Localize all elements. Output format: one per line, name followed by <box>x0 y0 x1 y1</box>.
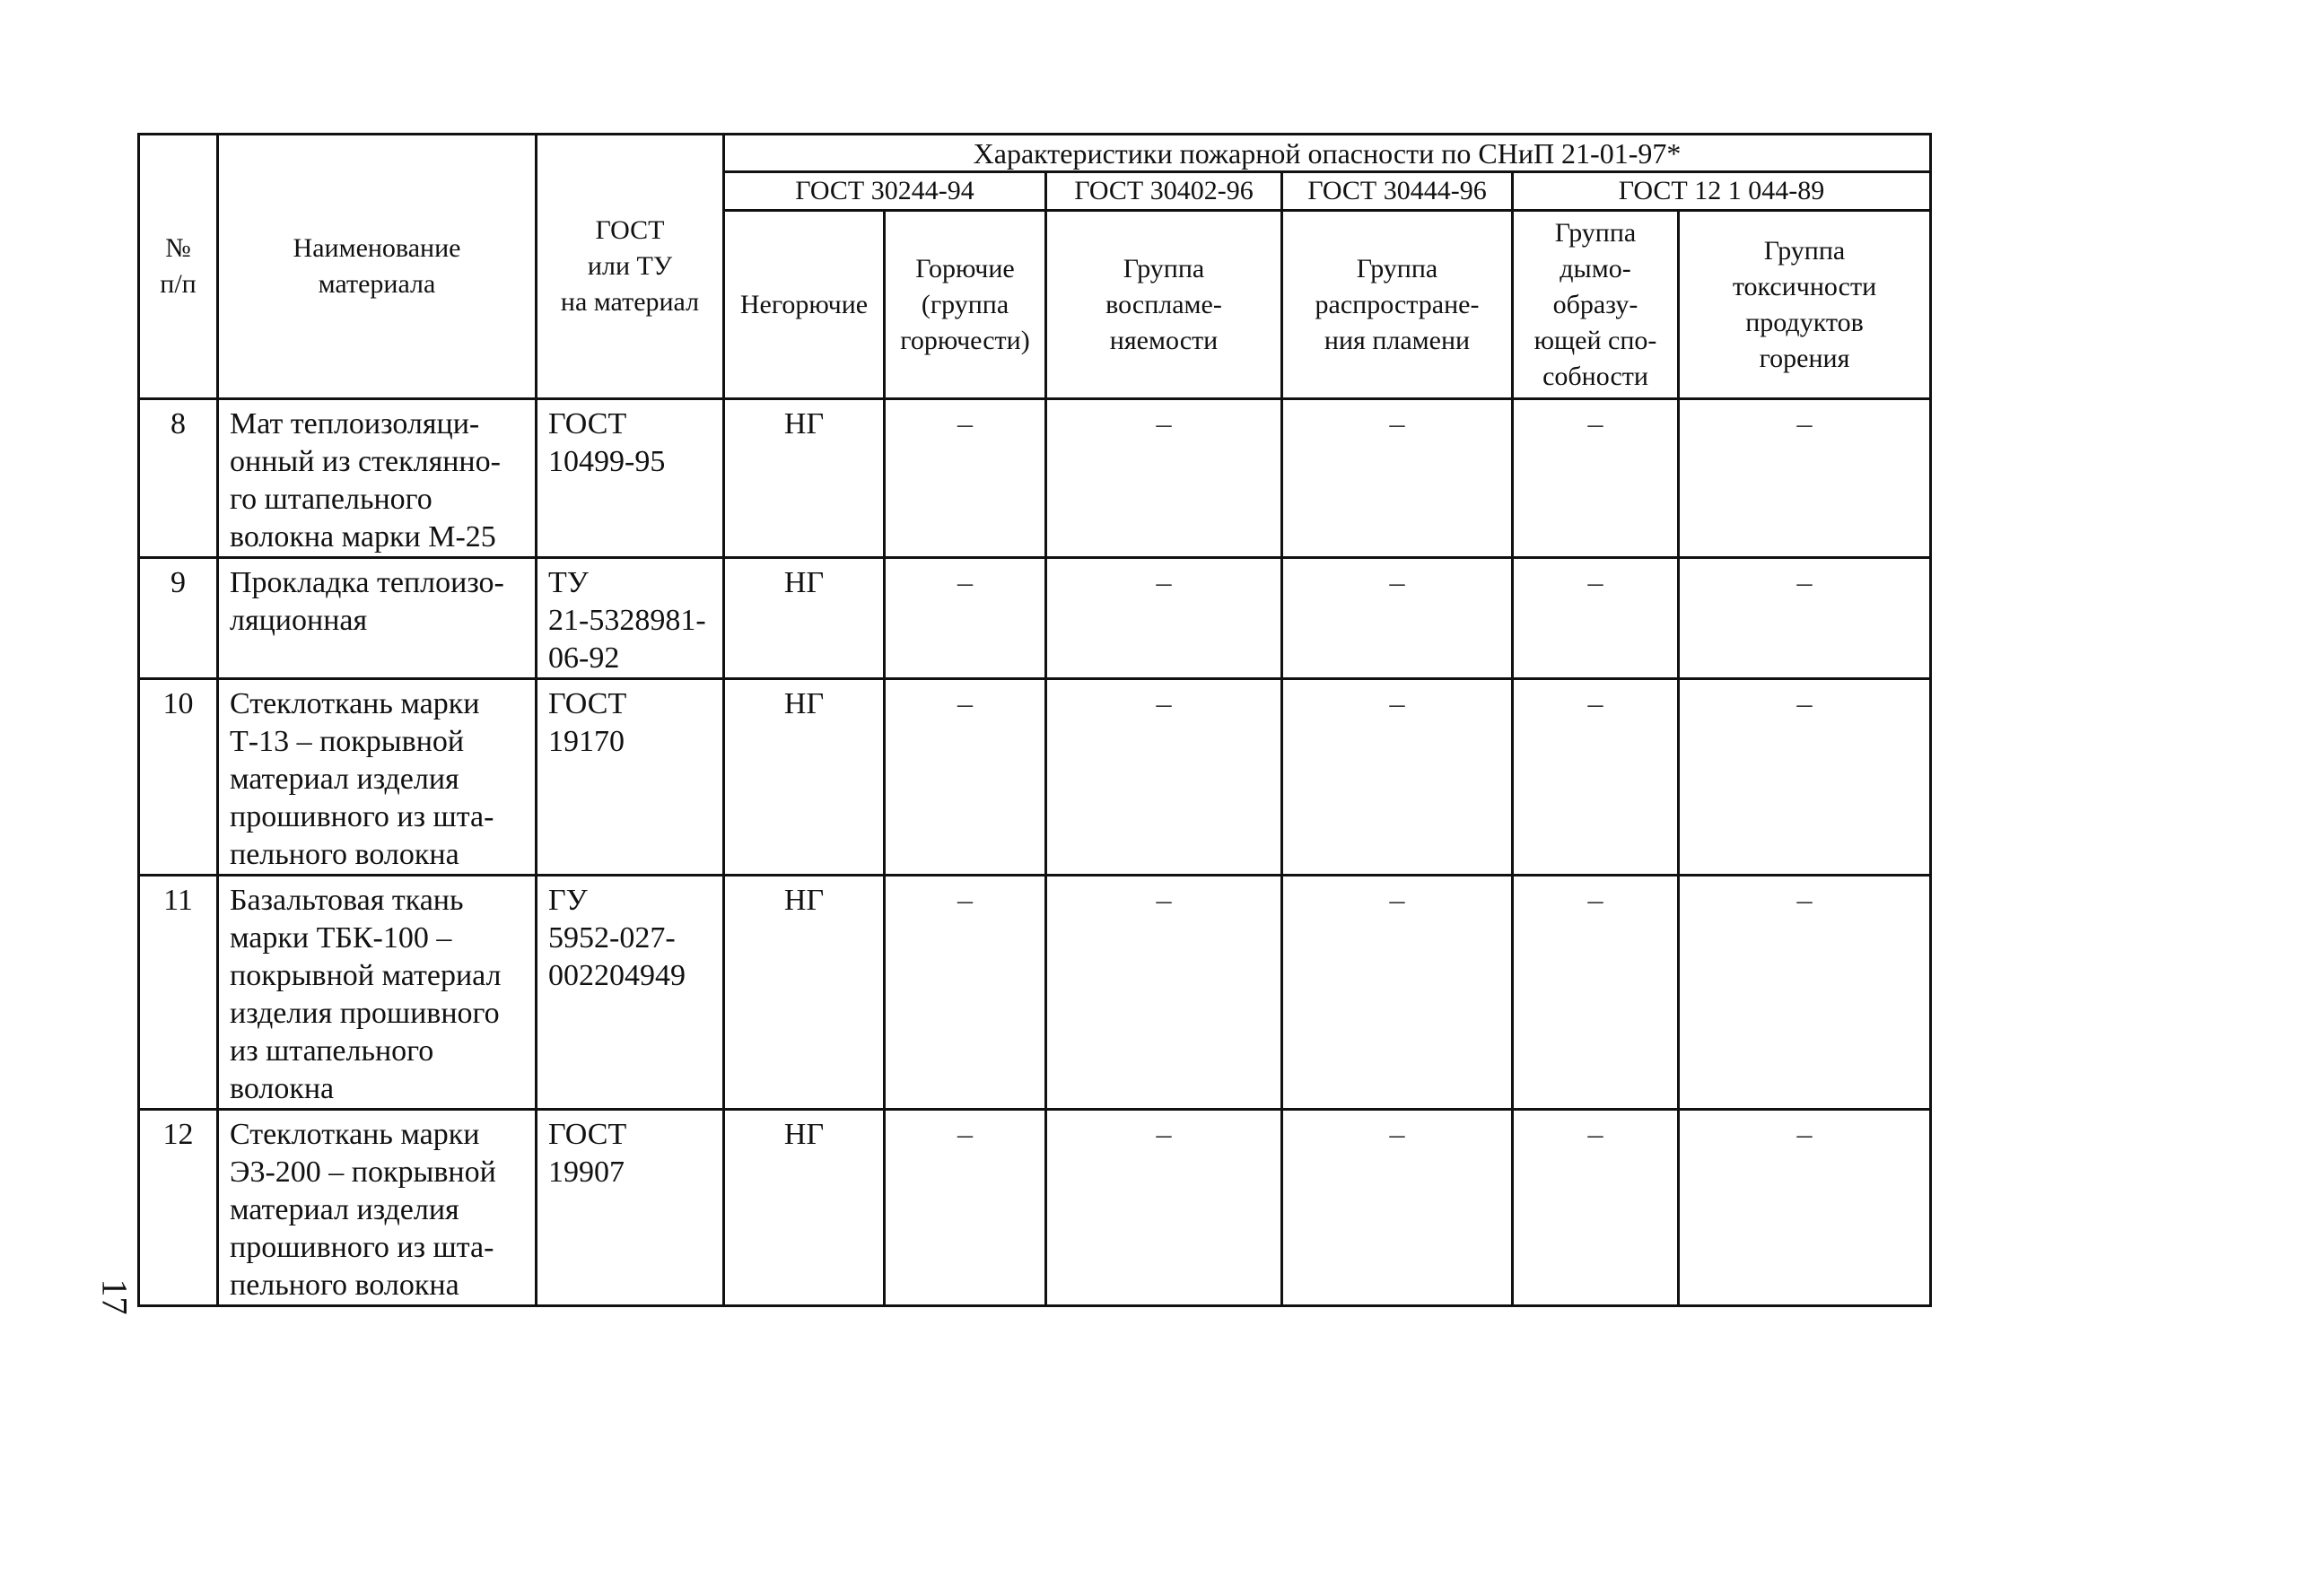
material-gost: ГУ 5952-027- 002204949 <box>537 876 724 1110</box>
row-number: 12 <box>139 1110 218 1306</box>
toxicity-value: – <box>1679 1110 1931 1306</box>
smoke-value: – <box>1513 1110 1679 1306</box>
header-ignitability: Группа воспламе- няемости <box>1046 211 1282 399</box>
header-std-12-1-044: ГОСТ 12 1 044-89 <box>1513 172 1931 211</box>
row-number: 11 <box>139 876 218 1110</box>
flame-spread-value: – <box>1282 876 1513 1110</box>
header-noncombustible: Негорючие <box>724 211 885 399</box>
noncombustible-value: НГ <box>724 876 885 1110</box>
table-row <box>139 1110 1931 1306</box>
flame-spread-value: – <box>1282 679 1513 876</box>
header-smoke-generation: Группа дымо- образу- ющей спо- собности <box>1513 211 1679 399</box>
combustible-value: – <box>885 399 1046 558</box>
smoke-value: – <box>1513 558 1679 679</box>
noncombustible-value: НГ <box>724 679 885 876</box>
toxicity-value: – <box>1679 876 1931 1110</box>
row-number: 8 <box>139 399 218 558</box>
toxicity-value: – <box>1679 558 1931 679</box>
header-std-30244: ГОСТ 30244-94 <box>724 172 1046 211</box>
fire-hazard-table <box>137 133 1932 1307</box>
header-combustible: Горючие (группа горючести) <box>885 211 1046 399</box>
noncombustible-value: НГ <box>724 399 885 558</box>
combustible-value: – <box>885 558 1046 679</box>
row-number: 9 <box>139 558 218 679</box>
material-name: Прокладка теплоизо- ляционная <box>218 558 537 679</box>
table-row <box>139 558 1931 679</box>
header-fire-hazard-characteristics: Характеристики пожарной опасности по СНиП 21-01-97* <box>724 135 1931 172</box>
material-name: Стеклоткань марки Э3-200 – покрывной материал изделия прошивного из шта- пельного волокна <box>218 1110 537 1306</box>
smoke-value: – <box>1513 876 1679 1110</box>
flame-spread-value: – <box>1282 558 1513 679</box>
header-toxicity: Группа токсичности продуктов горения <box>1679 211 1931 399</box>
header-std-30444: ГОСТ 30444-96 <box>1282 172 1513 211</box>
material-name: Стеклоткань марки Т-13 – покрывной материал изделия прошивного из шта- пельного волокна <box>218 679 537 876</box>
material-gost: ТУ 21-5328981- 06-92 <box>537 558 724 679</box>
ignitability-value: – <box>1046 399 1282 558</box>
row-number: 10 <box>139 679 218 876</box>
material-gost: ГОСТ 19170 <box>537 679 724 876</box>
material-name: Базальтовая ткань марки ТБК-100 – покрывной материал изделия прошивного из штапельного волокна <box>218 876 537 1110</box>
header-material-name: Наименование материала <box>218 135 537 399</box>
material-gost: ГОСТ 19907 <box>537 1110 724 1306</box>
ignitability-value: – <box>1046 876 1282 1110</box>
flame-spread-value: – <box>1282 1110 1513 1306</box>
ignitability-value: – <box>1046 679 1282 876</box>
ignitability-value: – <box>1046 558 1282 679</box>
combustible-value: – <box>885 876 1046 1110</box>
flame-spread-value: – <box>1282 399 1513 558</box>
header-std-30402: ГОСТ 30402-96 <box>1046 172 1282 211</box>
header-number: № п/п <box>139 135 218 399</box>
material-gost: ГОСТ 10499-95 <box>537 399 724 558</box>
ignitability-value: – <box>1046 1110 1282 1306</box>
smoke-value: – <box>1513 679 1679 876</box>
material-name: Мат теплоизоляци- онный из стеклянно- го штапельного волокна марки М-25 <box>218 399 537 558</box>
toxicity-value: – <box>1679 679 1931 876</box>
noncombustible-value: НГ <box>724 1110 885 1306</box>
table-row <box>139 679 1931 876</box>
toxicity-value: – <box>1679 399 1931 558</box>
header-flame-spread: Группа распростране- ния пламени <box>1282 211 1513 399</box>
smoke-value: – <box>1513 399 1679 558</box>
table-row <box>139 876 1931 1110</box>
table-row <box>139 399 1931 558</box>
header-gost-or-tu: ГОСТ или ТУ на материал <box>537 135 724 399</box>
combustible-value: – <box>885 1110 1046 1306</box>
page-number: 17 <box>94 1278 135 1315</box>
combustible-value: – <box>885 679 1046 876</box>
noncombustible-value: НГ <box>724 558 885 679</box>
